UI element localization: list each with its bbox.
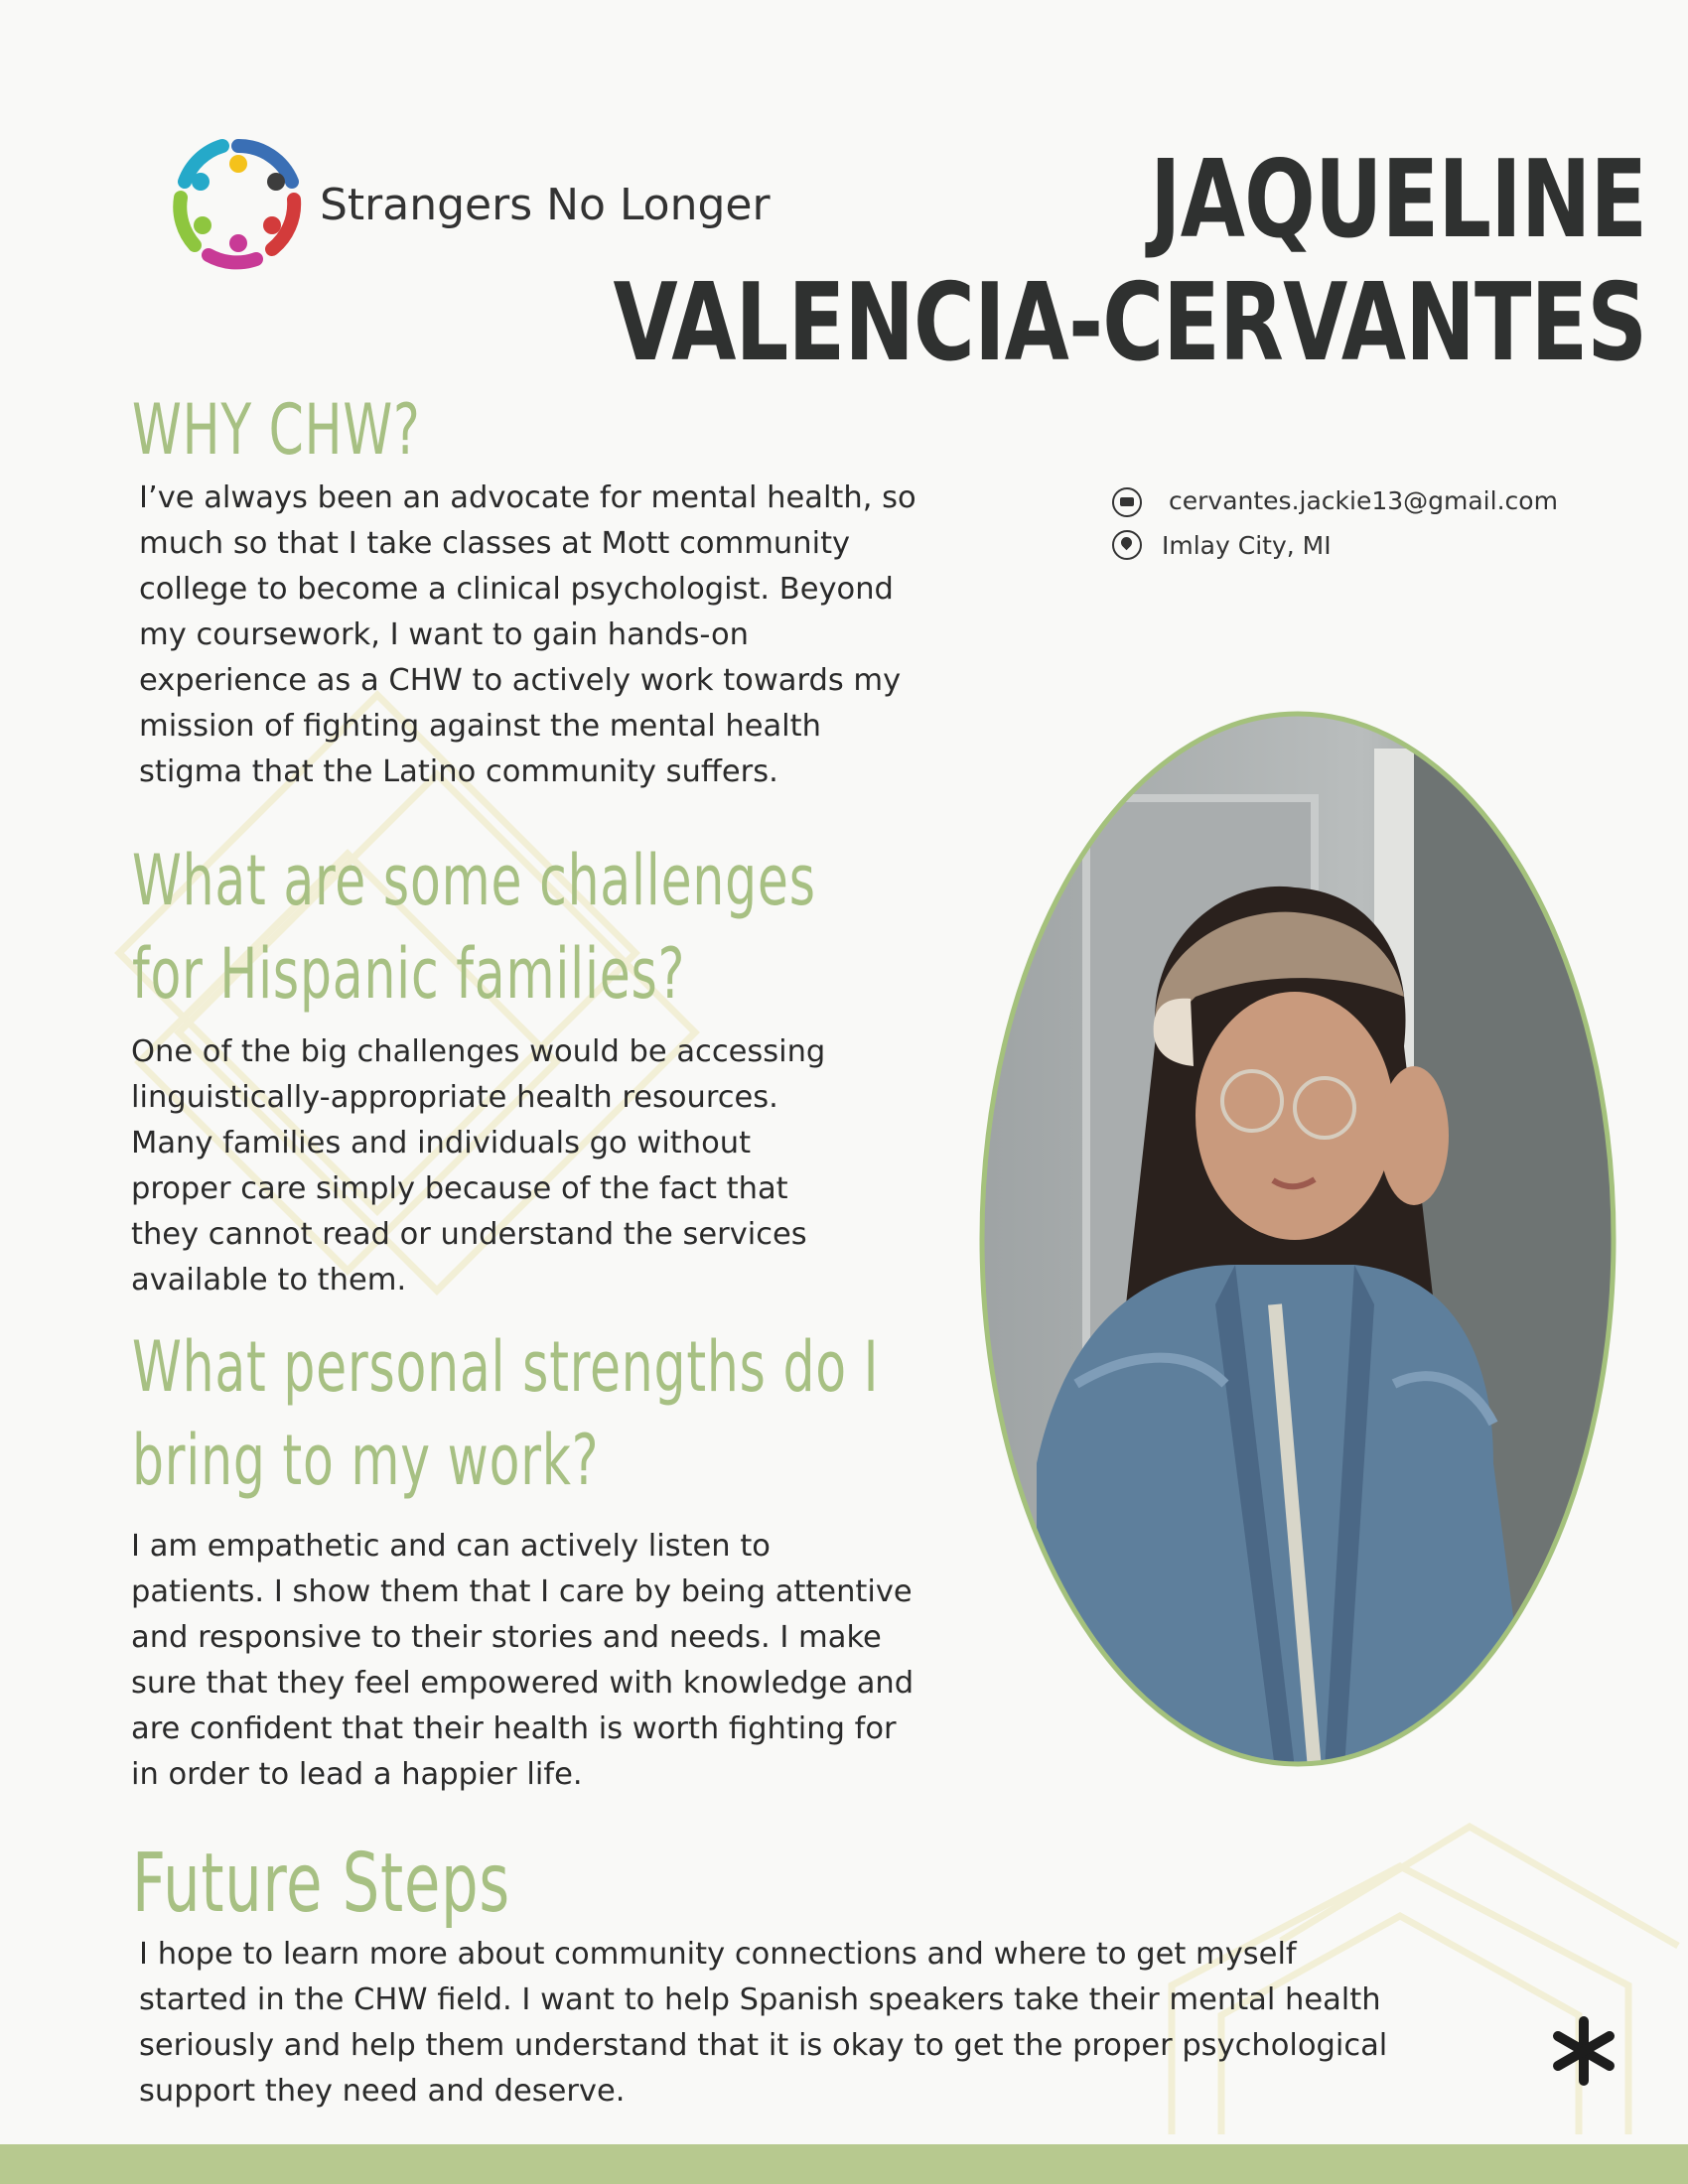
heading-line: for Hispanic families? — [132, 933, 686, 1015]
email-text: cervantes.jackie13@gmail.com — [1169, 486, 1558, 515]
brand-name: Strangers No Longer — [320, 180, 771, 230]
text-line: college to become a clinical psychologist. Beyond — [139, 572, 894, 607]
text-line: experience as a CHW to actively work towards my — [139, 663, 902, 698]
why-chw-paragraph — [139, 476, 916, 795]
email-icon — [1112, 487, 1142, 517]
text-line: patients. I show them that I care by being attentive — [131, 1574, 913, 1609]
text-line: I am empathetic and can actively listen to — [131, 1529, 771, 1564]
text-line: available to them. — [131, 1263, 407, 1297]
text-line: I hope to learn more about community connections and where to get myself — [139, 1937, 1297, 1972]
challenges-heading — [132, 834, 816, 1021]
text-line: seriously and help them understand that it is okay to get the proper psychological — [139, 2028, 1388, 2063]
portrait-photo — [977, 709, 1618, 1769]
text-line: started in the CHW field. I want to help Spanish speakers take their mental health — [139, 1982, 1381, 2017]
last-name: VALENCIA-CERVANTES — [613, 261, 1646, 385]
asterisk-icon — [1546, 2013, 1621, 2089]
text-line: much so that I take classes at Mott community — [139, 526, 851, 561]
location-text: Imlay City, MI — [1162, 531, 1332, 560]
text-line: sure that they feel empowered with knowledge and — [131, 1666, 914, 1701]
text-line: are confident that their health is worth fighting for — [131, 1711, 897, 1746]
text-line: I’ve always been an advocate for mental health, so — [139, 480, 916, 515]
first-name: JAQUELINE — [1149, 138, 1646, 262]
heading-line: What are some challenges — [132, 840, 816, 921]
text-line: linguistically-appropriate health resources. — [131, 1080, 778, 1115]
text-line: my coursework, I want to gain hands-on — [139, 617, 749, 652]
text-line: stigma that the Latino community suffers. — [139, 754, 778, 789]
footer-bar — [0, 2144, 1688, 2184]
future-steps-heading: Future Steps — [132, 1837, 510, 1931]
heading-line: What personal strengths do I — [132, 1326, 880, 1408]
challenges-paragraph — [131, 1029, 825, 1303]
text-line: proper care simply because of the fact that — [131, 1171, 788, 1206]
person-name — [613, 139, 1646, 385]
location-pin-icon — [1112, 530, 1142, 560]
text-line: they cannot read or understand the services — [131, 1217, 807, 1252]
future-steps-paragraph — [139, 1932, 1387, 2115]
text-line: in order to lead a happier life. — [131, 1757, 583, 1792]
strengths-heading — [132, 1320, 879, 1507]
text-line: support they need and deserve. — [139, 2074, 626, 2109]
people-circle-logo-icon — [169, 134, 308, 273]
text-line: One of the big challenges would be accessing — [131, 1034, 826, 1069]
heading-line: bring to my work? — [132, 1420, 600, 1501]
text-line: and responsive to their stories and needs. I make — [131, 1620, 882, 1655]
why-chw-heading: WHY CHW? — [132, 389, 421, 471]
strengths-paragraph — [131, 1524, 914, 1798]
text-line: Many families and individuals go without — [131, 1126, 752, 1160]
text-line: mission of fighting against the mental health — [139, 709, 821, 744]
